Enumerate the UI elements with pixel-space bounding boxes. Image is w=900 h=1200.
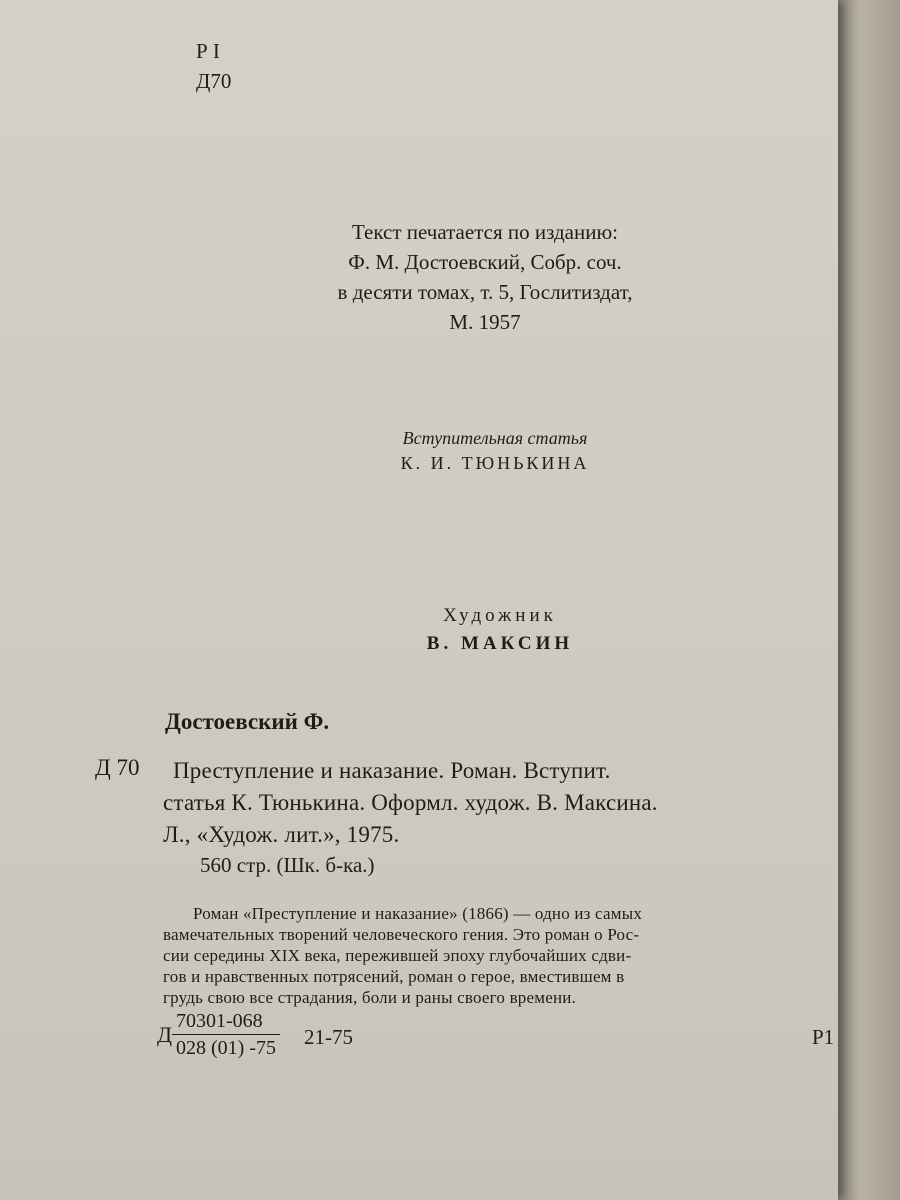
author-heading: Достоевский Ф. (165, 709, 330, 734)
annotation-line: Роман «Преступление и наказание» (1866) — одно из самых (193, 904, 643, 923)
author-mark: Д70 (196, 69, 232, 93)
artist-credit (300, 602, 700, 658)
index-numerator: 70301-068 (172, 1008, 280, 1035)
page-count: 560 стр. (Шк. б-ка.) (200, 853, 375, 877)
source-edition-note (250, 217, 720, 337)
intro-article-author: К. И. ТЮНЬКИНА (400, 453, 590, 473)
source-line: М. 1957 (449, 310, 521, 334)
index-fraction (172, 1008, 280, 1061)
intro-article-credit (300, 426, 690, 476)
bibliographic-description (163, 755, 658, 851)
bib-line: статья К. Тюнькина. Оформл. худож. В. Максина. (163, 790, 658, 815)
source-line: Ф. М. Достоевский, Собр. соч. (348, 250, 622, 274)
annotation-line: сии середины XIX века, пережившей эпоху глубочайших сдви- (163, 946, 632, 965)
classification-mark: Р1 (812, 1025, 835, 1049)
call-code: Д 70 (95, 755, 140, 780)
index-denominator: 028 (01) -75 (176, 1037, 276, 1059)
annotation-line: грудь свою все страдания, боли и раны своего времени. (163, 988, 576, 1007)
index-suffix: 21-75 (304, 1025, 353, 1049)
index-prefix: Д (157, 1022, 173, 1047)
udc-index: Р I (196, 39, 220, 63)
artist-name: В. МАКСИН (426, 633, 574, 654)
annotation-line: вамечательных творений человеческого гения. Это роман о Рос- (163, 925, 640, 944)
intro-article-label: Вступительная статья (402, 428, 588, 448)
source-line: Текст печатается по изданию: (351, 220, 619, 244)
book-page-edges (838, 0, 900, 1200)
bib-line: Л., «Худож. лит.», 1975. (163, 822, 400, 847)
bib-line: Преступление и наказание. Роман. Вступит. (173, 758, 611, 783)
artist-label: Художник (443, 605, 557, 626)
annotation-line: гов и нравственных потрясений, роман о герое, вместившем в (163, 967, 625, 986)
catalog-marks (196, 36, 231, 96)
source-line: в десяти томах, т. 5, Гослитиздат, (337, 280, 633, 304)
annotation (163, 903, 642, 1008)
